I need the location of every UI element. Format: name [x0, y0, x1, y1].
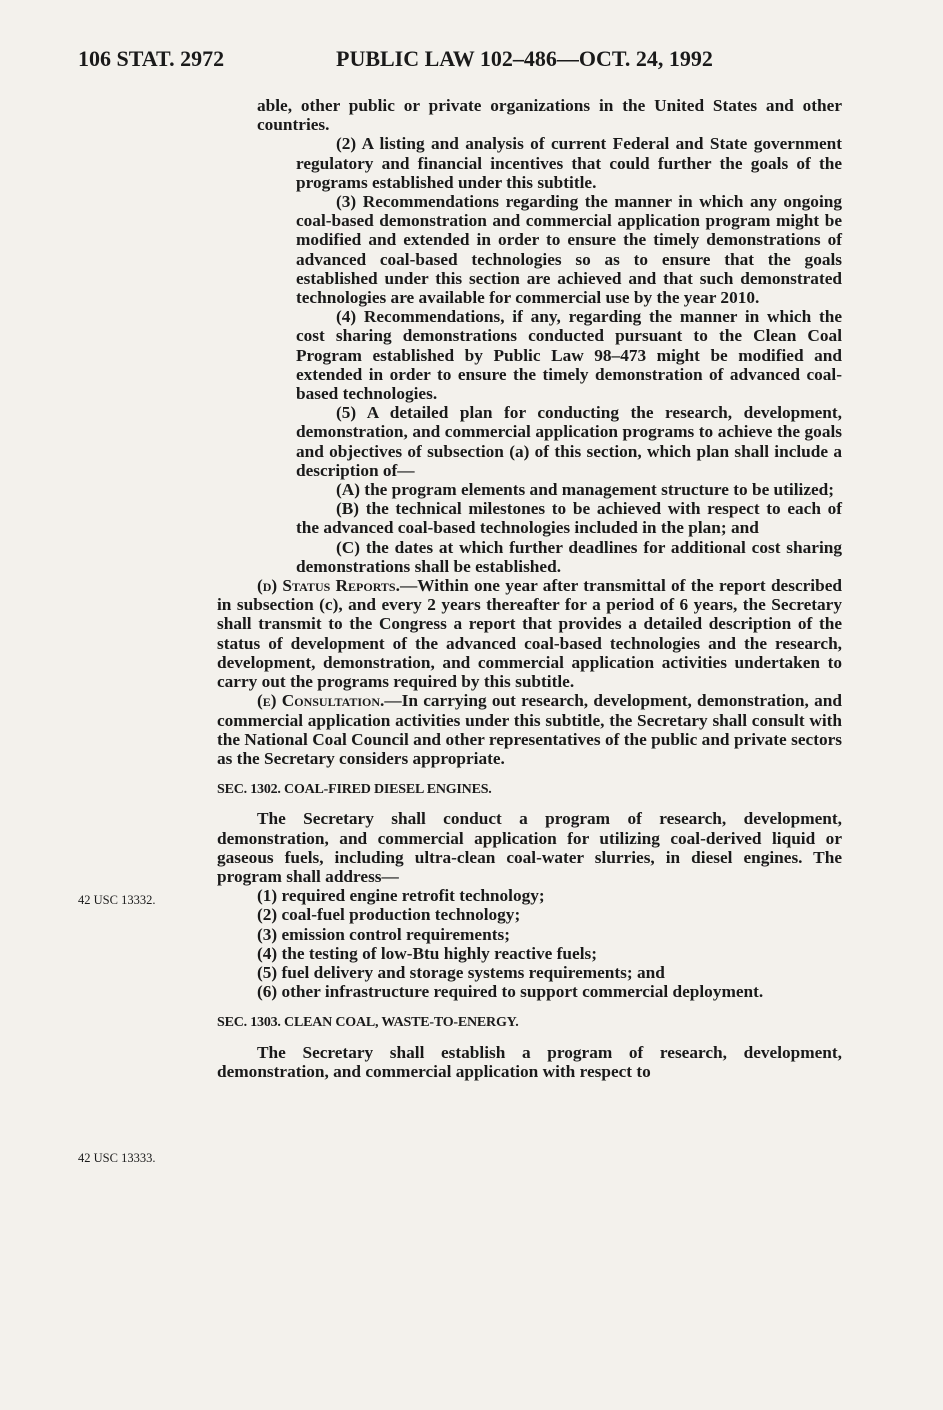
plan-item-a: (A) the program elements and management structure to be utilized; [336, 480, 835, 500]
plan-item-b: (B) the technical milestones to be achieved with respect to each of the advanced coal-based technologies included in the plan; and [296, 499, 842, 538]
section-1302-item-6: (6) other infrastructure required to support commercial deployment. [257, 982, 764, 1002]
body-text [217, 96, 842, 1081]
margin-note-1303: 42 USC 13333. [78, 1151, 156, 1165]
plan-item-c: (C) the dates at which further deadlines for additional cost sharing demonstrations shall be established. [296, 537, 842, 576]
report-item-4: (4) Recommendations, if any, regarding the manner in which the cost sharing demonstrations conducted pursuant to the Clean Coal Program established by Public Law 98–473 might be modified and extended in order to ensure the timely demonstration of advanced coal-based technologies. [296, 307, 842, 404]
report-item-2: (2) A listing and analysis of current Federal and State government regulatory and financial incentives that could further the goals of the programs established under this subtitle. [296, 134, 842, 192]
consultation-label: (e) Consultation. [257, 691, 385, 711]
law-reference: PUBLIC LAW 102–486—OCT. 24, 1992 [336, 46, 713, 71]
page-reference: 106 STAT. 2972 [78, 46, 225, 71]
status-reports-text: —Within one year after transmittal of the report described in subsection (c), and every 2 years thereafter for a period of 6 years, the Secretary shall transmit to the Congress a report that provides a detailed description of the status of development of the advanced coal-based technologies and the research, development, demonstration, and commercial application activities undertaken to carry out the programs required by this subtitle. [217, 576, 842, 692]
section-1302-item-5: (5) fuel delivery and storage systems requirements; and [257, 962, 665, 982]
consultation-paragraph [217, 691, 842, 768]
continuation-paragraph: able, other public or private organizations in the United States and other countries. [257, 96, 842, 135]
report-item-5: (5) A detailed plan for conducting the research, development, demonstration, and commercial application programs to achieve the goals and objectives of subsection (a) of this section, which plan shall include a description of— [296, 403, 842, 480]
section-1302-item-3: (3) emission control requirements; [257, 924, 510, 944]
section-1302-item-2: (2) coal-fuel production technology; [257, 905, 521, 925]
margin-note-1302: 42 USC 13332. [78, 893, 156, 907]
section-1302-item-4: (4) the testing of low-Btu highly reactive fuels; [257, 943, 597, 963]
section-1302-intro: The Secretary shall conduct a program of research, development, demonstration, and commercial application for utilizing coal-derived liquid or gaseous fuels, including ultra-clean coal-water slurries, in diesel engines. The program shall address— [217, 809, 842, 886]
status-reports-paragraph [217, 576, 842, 691]
section-1302-item-1: (1) required engine retrofit technology; [257, 886, 545, 906]
section-1303-intro: The Secretary shall establish a program of research, development, demonstration, and commercial application with respect to [217, 1042, 842, 1081]
status-reports-label: (d) Status Reports. [257, 576, 400, 596]
page-header [78, 46, 858, 76]
section-1303-heading: SEC. 1303. CLEAN COAL, WASTE-TO-ENERGY. [217, 1015, 519, 1031]
consultation-text: —In carrying out research, development, demonstration, and commercial application activities under this subtitle, the Secretary shall consult with the National Coal Council and other representatives of the public and private sectors as the Secretary considers appropriate. [217, 691, 842, 768]
section-1302-heading: SEC. 1302. COAL-FIRED DIESEL ENGINES. [217, 782, 492, 798]
report-item-3: (3) Recommendations regarding the manner in which any ongoing coal-based demonstration and commercial application program might be modified and extended in order to ensure the timely demonstrations of advanced coal-based technologies so as to ensure that the goals established under this section are achieved and that such demonstrated technologies are available for commercial use by the year 2010. [296, 192, 842, 308]
